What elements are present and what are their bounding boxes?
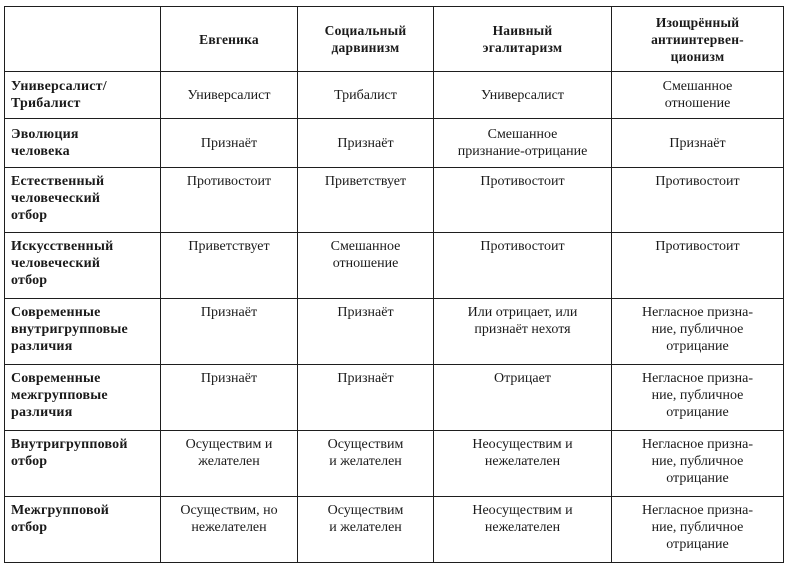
cell-line: Осуществим [327,503,404,518]
cell-line: Универсалист [481,87,564,103]
table-cell [298,233,434,299]
cell-line: Признаёт [337,371,394,386]
cell-line: отрицание [666,471,729,486]
cell-line: нежелателен [191,520,267,535]
row-header [5,168,161,233]
corner-cell [5,7,161,72]
cell-line: Отрицает [494,371,551,386]
cell-line: Признаёт [200,135,258,151]
table-cell [612,299,784,365]
table-cell [161,168,298,233]
table-cell [612,431,784,497]
row-header [5,299,161,365]
row-header-line: различия [11,405,73,420]
cell-line: желателен [198,454,260,469]
table-row-natural-human-selection [5,168,784,233]
header-row [5,7,784,72]
table-cell [161,233,298,299]
table-row-universalist-tribalist [5,72,784,119]
cell-line: Негласное призна- [641,503,754,518]
table-cell [612,497,784,563]
cell-line: отрицание [666,339,729,354]
table-cell [298,365,434,431]
cell-line: Трибалист [334,87,397,103]
header-line: Социальный [324,23,407,38]
cell-line: признаёт нехотя [474,322,571,337]
table-cell [434,168,612,233]
table-cell [612,365,784,431]
row-header-line: человеческий [11,256,101,271]
header-line: Изощрённый [655,14,740,30]
header-line: Евгеника [199,31,259,47]
cell-line: нежелателен [484,520,561,535]
row-header [5,72,161,119]
cell-line: Смешанное [330,239,401,254]
table-cell [298,431,434,497]
row-header-line: Межгрупповой [11,503,110,518]
table-cell [434,431,612,497]
table-cell [161,431,298,497]
row-header-line: Внутригрупповой [11,437,128,452]
cell-line: нежелателен [484,454,561,469]
header-line: ционизм [670,48,725,64]
column-header-eugenics [161,7,298,72]
row-header [5,233,161,299]
header-line: эгалитаризм [482,40,563,55]
table-row-intragroup-selection [5,431,784,497]
cell-line: ние, публичное [651,454,744,469]
cell-line: Противостоит [186,174,272,189]
comparison-table-container [4,6,784,563]
table-row-modern-intragroup-differences [5,299,784,365]
row-header-line: Естественный [11,174,105,189]
table-row-modern-intergroup-differences [5,365,784,431]
row-header-line: отбор [11,273,48,288]
cell-line: Негласное призна- [641,305,754,320]
cell-line: Или отрицает, или [467,305,578,320]
table-cell [161,119,298,168]
cell-line: Признаёт [337,135,394,151]
row-header-line: Универсалист/ [11,79,107,94]
table-cell [612,168,784,233]
cell-line: Осуществим и [185,437,273,452]
table-cell [434,233,612,299]
cell-line: Противостоит [480,174,565,189]
row-header-line: человека [11,144,70,159]
row-header-line: отбор [11,520,48,535]
row-header [5,497,161,563]
row-header-line: человеческий [11,191,101,206]
cell-line: Противостоит [655,239,740,254]
cell-line: отрицание [666,537,729,552]
row-header [5,365,161,431]
row-header-line: отбор [11,454,48,469]
cell-line: Неосуществим и [472,437,573,452]
cell-line: отношение [664,96,731,111]
column-header-sophisticated-anti-interventionism [612,7,784,72]
table-cell [612,233,784,299]
cell-line: Осуществим, но [180,503,278,518]
table-cell [298,72,434,119]
cell-line: и желателен [329,520,402,535]
cell-line: Осуществим [327,437,404,452]
cell-line: Приветствует [324,174,407,189]
table-cell [298,497,434,563]
row-header-line: межгрупповые [11,388,108,403]
table-row-intergroup-selection [5,497,784,563]
row-header-line: Эволюция [11,127,79,142]
row-header-line: Современные [11,305,101,320]
cell-line: Признаёт [669,135,726,151]
cell-line: Универсалист [187,87,271,103]
table-cell [298,168,434,233]
table-cell [298,119,434,168]
cell-line: Признаёт [200,371,258,386]
cell-line: отношение [332,256,399,271]
row-header-line: Трибалист [11,96,81,111]
cell-line: и желателен [329,454,402,469]
column-header-naive-egalitarianism [434,7,612,72]
cell-line: Негласное призна- [641,437,754,452]
table-cell [434,365,612,431]
ideology-comparison-table [4,6,784,563]
header-line: дарвинизм [331,40,400,55]
cell-line: отрицание [666,405,729,420]
table-row-artificial-human-selection [5,233,784,299]
table-cell [612,119,784,168]
cell-line: ние, публичное [651,388,744,403]
row-header [5,119,161,168]
table-cell [161,365,298,431]
row-header-line: отбор [11,208,48,223]
row-header [5,431,161,497]
cell-line: ние, публичное [651,520,744,535]
row-header-line: внутригрупповые [11,322,128,337]
table-cell [612,72,784,119]
table-cell [434,497,612,563]
cell-line: Приветствует [188,239,270,254]
header-line: Наивный [492,23,553,38]
cell-line: Неосуществим и [472,503,573,518]
row-header-line: Современные [11,371,101,386]
table-cell [161,497,298,563]
column-header-social-darwinism [298,7,434,72]
header-line: антиинтервен- [651,31,744,47]
cell-line: Смешанное [662,79,733,94]
table-cell [161,72,298,119]
cell-line: Смешанное [487,127,558,142]
table-cell [161,299,298,365]
cell-line: признание-отрицание [457,144,588,159]
table-row-human-evolution [5,119,784,168]
row-header-line: различия [11,339,73,354]
cell-line: Противостоит [480,239,565,254]
cell-line: Признаёт [200,305,258,320]
table-cell [434,119,612,168]
cell-line: Признаёт [337,305,394,320]
cell-line: Негласное призна- [641,371,754,386]
table-cell [434,299,612,365]
row-header-line: Искусственный [11,239,114,254]
cell-line: Противостоит [655,174,740,189]
table-cell [298,299,434,365]
table-cell [434,72,612,119]
cell-line: ние, публичное [651,322,744,337]
